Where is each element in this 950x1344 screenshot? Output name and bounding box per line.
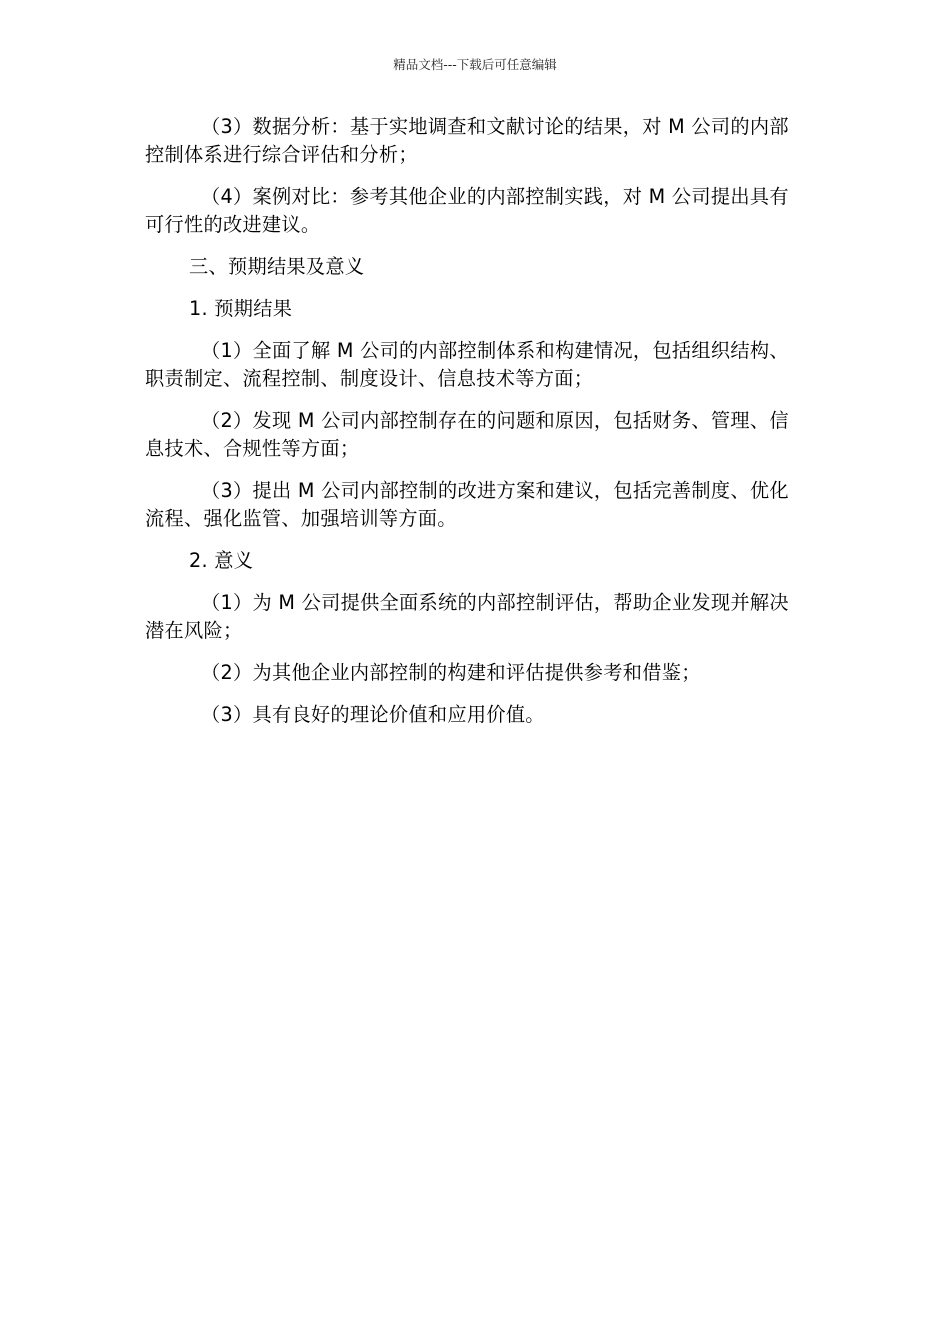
section-heading-expected-results: 三、预期结果及意义 xyxy=(189,255,365,278)
paragraph-result-1: （1）全面了解 M 公司的内部控制体系和构建情况，包括组织结构、职责制定、流程控制、制度设计、信息技术等方面； xyxy=(145,339,789,390)
paragraph-significance-2: （2）为其他企业内部控制的构建和评估提供参考和借鉴； xyxy=(201,661,701,684)
paragraph-case-comparison: （4）案例对比：参考其他企业的内部控制实践，对 M 公司提出具有可行性的改进建议。 xyxy=(145,185,789,236)
document-body xyxy=(145,113,805,743)
subheading-significance: 2. 意义 xyxy=(189,549,254,572)
page-header: 精品文档---下载后可任意编辑 xyxy=(393,57,557,72)
paragraph-significance-3: （3）具有良好的理论价值和应用价值。 xyxy=(201,703,545,726)
paragraph-result-2: （2）发现 M 公司内部控制存在的问题和原因，包括财务、管理、信息技术、合规性等方面； xyxy=(145,409,789,460)
paragraph-result-3: （3）提出 M 公司内部控制的改进方案和建议，包括完善制度、优化流程、强化监管、加强培训等方面。 xyxy=(145,479,789,530)
subheading-expected-results: 1. 预期结果 xyxy=(189,297,293,320)
paragraph-data-analysis: （3）数据分析：基于实地调查和文献讨论的结果，对 M 公司的内部控制体系进行综合评估和分析； xyxy=(145,115,789,166)
paragraph-significance-1: （1）为 M 公司提供全面系统的内部控制评估，帮助企业发现并解决潜在风险； xyxy=(145,591,789,642)
